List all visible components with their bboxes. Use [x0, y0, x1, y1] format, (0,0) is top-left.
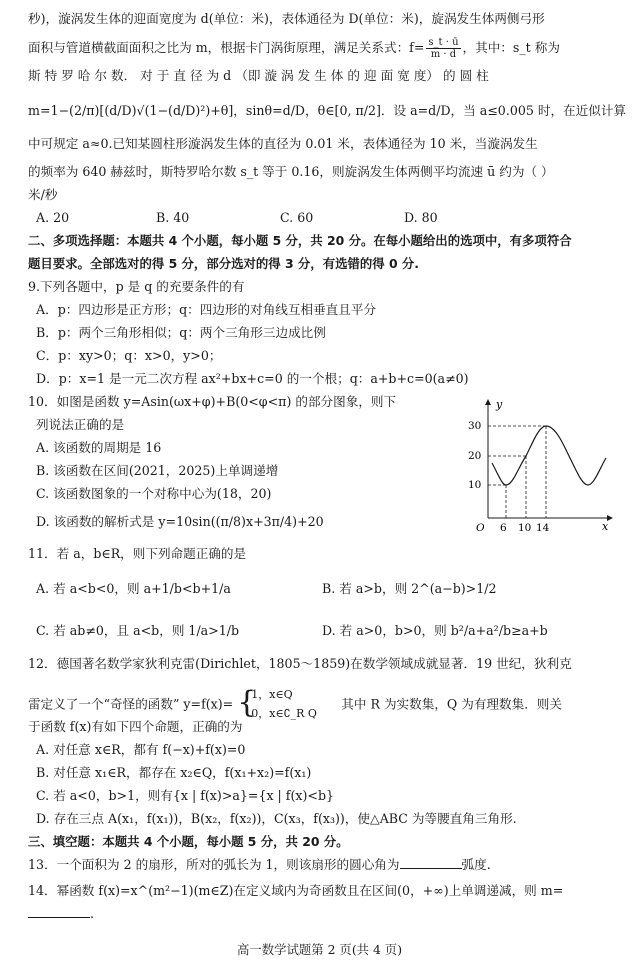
q12-line-2a: 雷定义了一个“奇怪的函数” y=f(x)=: [28, 696, 234, 712]
q9-stem: 9.下列各题中，p 是 q 的充要条件的有: [28, 279, 245, 294]
q8-option-b: B. 40: [156, 210, 190, 225]
q12-option-c: C. 若 a<0，b>1，则有{x | f(x)>a}={x | f(x)<b}: [36, 788, 335, 803]
y-tick-10: 10: [468, 479, 482, 491]
y-axis-label: y: [496, 398, 503, 411]
q8-line-3: 斯 特 罗 哈 尔 数． 对 于 直 径 为 d （即 漩 涡 发 生 体 的 迎 面 宽 度） 的 圆 柱: [28, 68, 489, 83]
section-3-heading: 三、填空题：本题共 4 个小题，每小题 5 分，共 20 分。: [28, 834, 349, 849]
x-tick-10: 10: [518, 522, 532, 534]
q8-line-2: [28, 37, 625, 60]
piecewise-case-irrational: 0，x∈∁_R Q: [251, 707, 317, 720]
q10-stem-line-2: 列说法正确的是: [36, 417, 125, 432]
piecewise-brace: {: [237, 685, 257, 720]
q8-option-a: A. 20: [36, 210, 70, 225]
q12-line-1: 12．德国著名数学家狄利克雷(Dirichlet，1805～1859)在数学领域成就显著．19 世纪，狄利克: [28, 656, 572, 671]
section-2-heading-line-2: 题目要求。全部选对的得 5 分，部分选对的得 3 分，有选错的得 0 分.: [28, 256, 420, 271]
q8-line-2b: ，其中：s_t 称为: [462, 40, 560, 55]
x-tick-6: 6: [500, 522, 507, 534]
q10-option-a: A. 该函数的周期是 16: [36, 440, 162, 455]
piecewise-case-rational: 1，x∈Q: [251, 688, 293, 701]
sinusoid-curve: [492, 426, 606, 485]
section-2-heading-line-1: 二、多项选择题：本题共 4 个小题，每小题 5 分，共 20 分。在每小题给出的选项中，有多项符合: [28, 233, 572, 248]
q8-line-4: m=1−(2/π)[(d/D)√(1−(d/D)²)+θ]，sinθ=d/D，θ∈[0, π/2]．设 a=d/D，当 a≤0.005 时，在近似计算: [28, 103, 627, 118]
q14-answer-line: [28, 905, 625, 923]
q12-option-b: B. 对任意 x₁∈R，都存在 x₂∈Q，f(x₁+x₂)=f(x₁): [36, 765, 312, 780]
q11-option-b: B. 若 a>b，则 2^(a−b)>1/2: [322, 581, 497, 596]
q13: [28, 856, 625, 874]
q10-stem-line-1: 10．如图是函数 y=Asin(ωx+φ)+B(0<φ<π) 的部分图象，则下: [28, 394, 397, 409]
flow-formula-numerator: s_t · ū: [428, 37, 459, 48]
y-tick-20: 20: [468, 450, 482, 462]
function-graph: [466, 396, 616, 536]
y-tick-30: 30: [468, 420, 482, 432]
x-tick-14: 14: [536, 522, 550, 534]
q8-line-5: 中可规定 a≈0.已知某圆柱形漩涡发生体的直径为 0.01 米，表体通径为 10 米，当漩涡发生: [28, 136, 538, 151]
q10-option-d: D. 该函数的解析式是 y=10sin((π/8)x+3π/4)+20: [36, 514, 324, 529]
q11-option-d: D. 若 a>0，b>0，则 b²/a+a²/b≥a+b: [322, 623, 548, 638]
q13-text: 13．一个面积为 2 的扇形，所对的弧长为 1，则该扇形的圆心角为: [28, 857, 400, 872]
q8-option-c: C. 60: [280, 210, 314, 225]
q13-unit: 弧度.: [461, 857, 491, 872]
q13-answer-blank[interactable]: [400, 856, 462, 869]
q12-line-3: 于函数 f(x)有如下四个命题，正确的为: [28, 719, 243, 734]
q12-line-2b: 其中 R 为实数集，Q 为有理数集．则关: [341, 696, 562, 712]
q10-option-c: C. 该函数图象的一个对称中心为(18，20): [36, 486, 272, 501]
q8-options: [36, 209, 625, 227]
flow-formula-denominator: m · d: [430, 49, 457, 60]
page-footer: 高一数学试题第 2 页(共 4 页): [236, 942, 403, 957]
q8-line-2a: 面积与管道横截面面积之比为 m，根据卡门涡街原理，满足关系式：f=: [28, 40, 425, 55]
q14-period: .: [90, 906, 95, 921]
q12-option-a: A. 对任意 x∈R，都有 f(−x)+f(x)=0: [36, 742, 246, 757]
flow-formula-fraction: [426, 37, 460, 60]
q9-option-b: B．p：两个三角形相似；q：两个三角形三边成比例: [36, 325, 326, 340]
q8-line-6: 的频率为 640 赫兹时，斯特罗哈尔数 s_t 等于 0.16，则旋涡发生体两侧平均流速 ū 约为（ ）: [28, 164, 554, 179]
x-axis-label: x: [602, 520, 609, 533]
q11-option-a: A. 若 a<b<0，则 a+1/b<b+1/a: [36, 581, 231, 596]
q11-stem: 11．若 a，b∈R，则下列命题正确的是: [28, 546, 247, 561]
q9-option-c: C．p：xy>0；q：x>0，y>0；: [36, 348, 222, 363]
q8-line-7: 米/秒: [28, 187, 58, 202]
q12-option-d: D. 存在三点 A(x₁，f(x₁))，B(x₂，f(x₂))，C(x₃，f(x₃))，使△ABC 为等腰直角三角形.: [36, 811, 517, 826]
q9-option-a: A．p：四边形是正方形；q：四边形的对角线互相垂直且平分: [36, 302, 377, 317]
origin-label: O: [476, 522, 485, 534]
q14-answer-blank[interactable]: [28, 905, 90, 918]
q8-option-d: D. 80: [404, 210, 438, 225]
q11-option-c: C. 若 ab≠0，且 a<b，则 1/a>1/b: [36, 623, 240, 638]
q14-text: 14．幂函数 f(x)=x^(m²−1)(m∈Z)在定义域内为奇函数且在区间(0，+∞)上单调递减，则 m=: [28, 883, 564, 898]
q10-option-b: B. 该函数在区间(2021，2025)上单调递增: [36, 463, 279, 478]
q9-option-d: D．p：x=1 是一元二次方程 ax²+bx+c=0 的一个根；q：a+b+c=0(a≠0): [36, 371, 469, 386]
q8-line-1: 秒)，漩涡发生体的迎面宽度为 d(单位：米)，表体通径为 D(单位：米)，旋涡发生体两侧弓形: [28, 11, 545, 26]
